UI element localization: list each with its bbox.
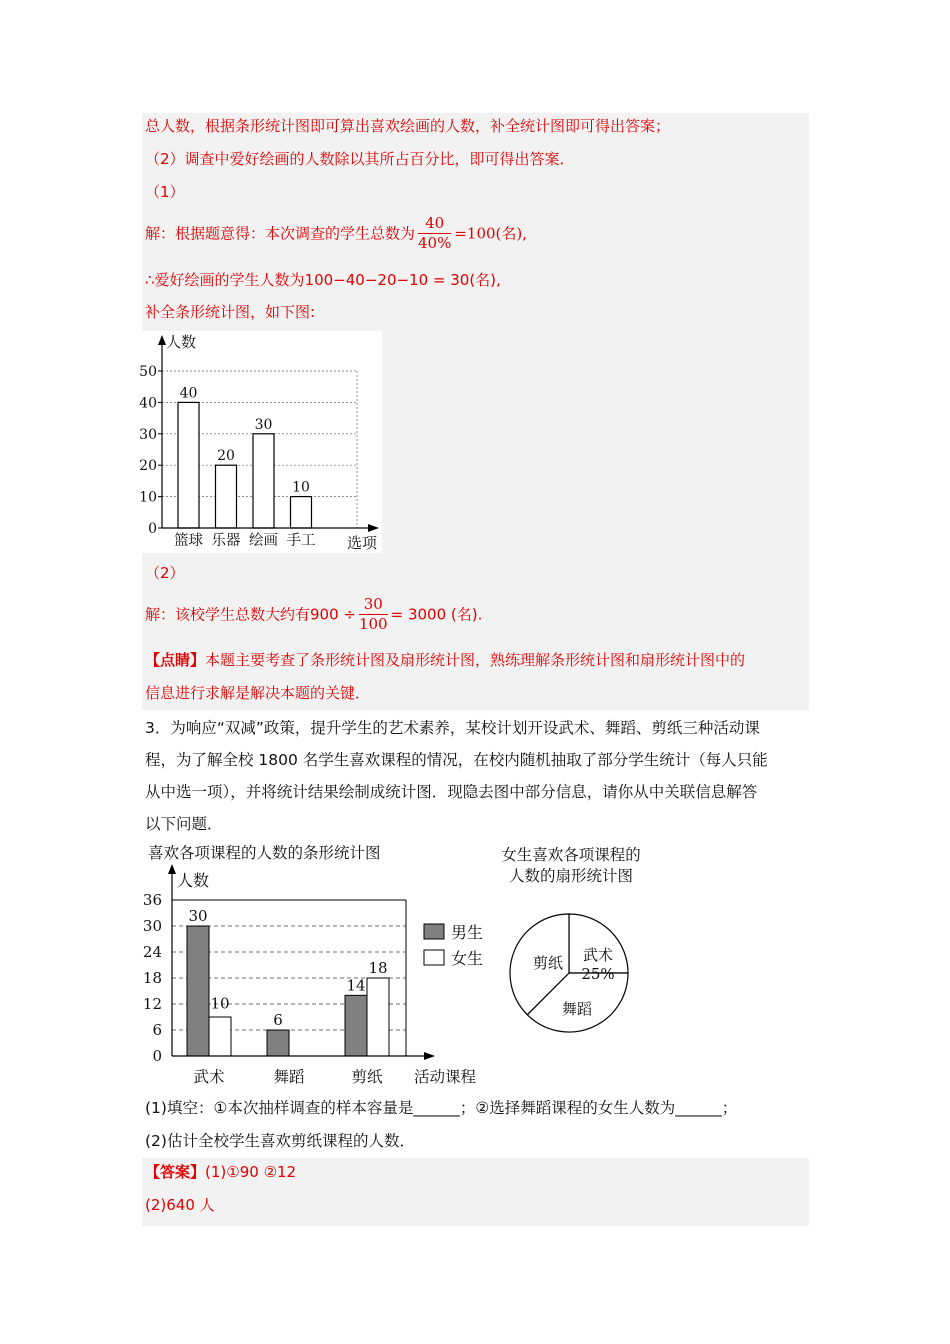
fraction-num: 30 [359,595,388,615]
chart2-ytick-label: 6 [152,1021,162,1039]
chart2-legend-label: 女生 [451,949,484,968]
chart2-value-label: 18 [368,959,388,977]
pie-slice-label: 剪纸 [532,954,564,972]
l8-post: = 3000 (名). [390,605,483,624]
solution-line-8 [145,595,482,634]
answer-line-1 [145,1162,296,1182]
chart2-category-label: 舞蹈 [273,1068,305,1086]
chart2-ytick-label: 30 [142,917,162,935]
chart1-xlabel: 选项 [347,534,378,552]
part2-label: （2） [145,564,185,582]
dianjing-line-2: 信息进行求解是解决本题的关键． [145,684,371,702]
chart2-bar-男生-舞蹈 [267,1030,289,1056]
q3-sub-2: (2)估计全校学生喜欢剪纸课程的人数． [145,1132,415,1150]
chart1-ytick-label: 10 [139,489,157,506]
fraction-num: 40 [418,214,451,234]
chart2-bar-男生-武术 [187,926,209,1056]
chart1-category-label: 手工 [286,533,316,549]
chart2-ytick-label: 12 [142,995,162,1013]
dianjing-tag: 【点睛】 [145,651,206,669]
solution-line-6: 补全条形统计图，如下图: [145,303,316,321]
chart1-ytick-label: 0 [148,521,157,537]
q3-line-3: 从中选一项），并将统计结果绘制成统计图．现隐去图中部分信息，请你从中关联信息解答 [145,783,758,801]
l4-post: =100(名), [454,224,528,243]
chart1-category-label: 绘画 [249,533,278,549]
l4-pre: 解：根据题意得：本次调查的学生总数为 [145,224,416,243]
q3-line-4: 以下问题． [145,815,223,833]
chart2-bar-女生-武术 [209,1017,231,1056]
chart2-category-label: 剪纸 [351,1068,383,1086]
fraction-40-over-40pct [418,214,451,253]
chart2-ytick-label: 18 [142,969,162,987]
solution-line-2: （2）调查中爱好绘画的人数除以其所占百分比，即可得出答案． [145,150,575,168]
chart2-value-label: 30 [188,907,208,925]
chart1-category-label: 篮球 [174,533,203,549]
chart1-bar-1 [216,465,237,528]
chart1-ytick-label: 20 [139,458,157,475]
bar-chart-hobbies [139,331,382,553]
chart2-bar-男生-剪纸 [345,995,367,1056]
pie-slice-label: 舞蹈 [561,1000,593,1018]
answer-1: (1)①90 ②12 [205,1163,297,1181]
chart1-bar-3 [291,497,312,528]
chart1-value-label: 10 [292,479,310,496]
pie-slice-label: 武术 [582,946,614,964]
q3-sub-1: (1)填空：①本次抽样调查的样本容量是______；②选择舞蹈课程的女生人数为______； [145,1099,738,1117]
q3-line-2: 程，为了解全校 1800 名学生喜欢课程的情况，在校内随机抽取了部分学生统计（每人只能 [145,751,768,769]
answer-line-2: (2)640 人 [145,1196,215,1214]
q3-line-1: 3．为响应“双减”政策，提升学生的艺术素养，某校计划开设武术、舞蹈、剪纸三种活动课 [145,719,760,737]
dianjing-text: 本题主要考查了条形统计图及扇形统计图，熟练理解条形统计图和扇形统计图中的 [205,651,746,669]
chart2-value-label: 6 [273,1011,283,1029]
chart2-category-label: 武术 [193,1068,225,1086]
chart1-value-label: 30 [254,416,273,433]
chart2-ytick-label: 0 [152,1047,162,1065]
chart1-value-label: 20 [217,448,235,465]
chart1-category-label: 乐器 [211,533,241,549]
chart1-value-label: 40 [179,385,198,402]
chart2-title: 喜欢各项课程的人数的条形统计图 [148,844,381,862]
chart1-ytick-label: 30 [139,426,157,443]
chart2-ytick-label: 24 [142,943,162,961]
solution-line-5: ∴爱好绘画的学生人数为100−40−20−10 = 30(名), [145,271,501,289]
chart2-ytick-label: 36 [142,891,162,909]
chart2-x-arrow [424,1052,435,1060]
chart1-ylabel: 人数 [166,333,197,351]
chart2-value-label: 14 [346,976,366,995]
chart1-bar-0 [178,402,199,528]
bar-chart-courses [138,838,498,1088]
dianjing-line-1 [145,650,745,670]
chart2-legend-label: 男生 [451,923,484,942]
chart2-y-arrow [168,864,176,874]
chart1-ytick-label: 40 [139,395,157,412]
l8-pre: 解：该校学生总数大约有900 ÷ [145,605,356,624]
solution-line-1: 总人数，根据条形统计图即可算出喜欢绘画的人数，补全统计图即可得出答案； [145,117,671,135]
fraction-den: 100 [358,615,388,633]
chart2-legend-swatch-0 [424,924,444,939]
chart1-bar-2 [253,434,274,528]
answer-tag: 【答案】 [145,1163,206,1181]
solution-line-4 [145,214,527,253]
chart2-legend-swatch-1 [424,950,444,965]
pie-slice-pct: 25% [581,965,615,983]
pie-chart-girls [488,840,658,1050]
pie-title-line1: 女生喜欢各项课程的 [501,846,641,864]
fraction-30-over-100 [359,595,388,634]
chart2-xlabel: 活动课程 [414,1068,477,1086]
fraction-den: 40% [418,234,452,252]
chart1-ytick-label: 50 [139,364,157,380]
part1-label: （1） [145,183,185,201]
chart2-value-label: 10 [210,994,230,1013]
chart2-ylabel: 人数 [177,871,210,890]
chart2-bar-女生-剪纸 [367,978,389,1056]
pie-title-line2: 人数的扇形统计图 [508,867,634,885]
